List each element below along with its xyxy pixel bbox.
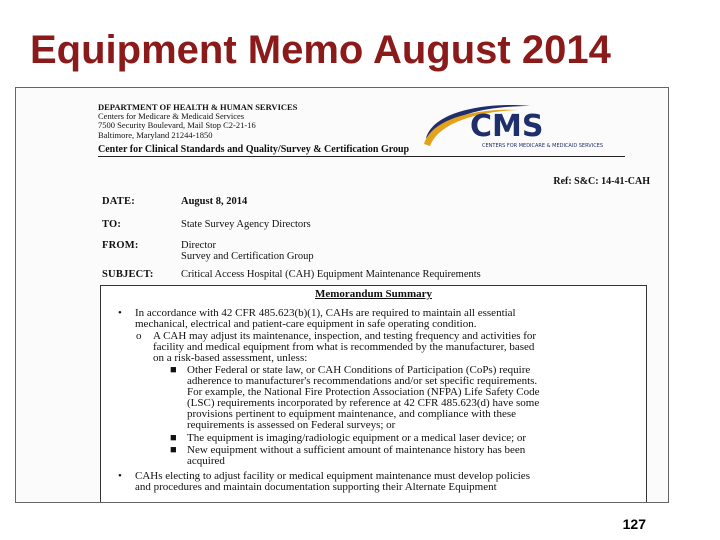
summary-text-line: For example, the National Fire Protection Association (NFPA) Life Safety Code <box>187 385 540 398</box>
summary-text-line: New equipment without a sufficient amount of maintenance history has been <box>187 444 526 456</box>
bullet-square: ■ <box>170 364 177 376</box>
from-title: Director <box>181 240 216 251</box>
summary-bullet-1 <box>118 307 516 330</box>
summary-text-line: provisions pertinent to equipment maintenance, and compliance with these <box>187 407 516 420</box>
from-label: FROM: <box>102 240 139 251</box>
subject-label: SUBJECT: <box>102 269 154 280</box>
summary-text-line: (LSC) requirements incorporated by reference at 42 CFR 485.623(d) have some <box>187 396 540 409</box>
department-line: Centers for Medicare & Medicaid Services <box>98 111 245 122</box>
summary-text-line: In accordance with 42 CFR 485.623(b)(1), CAHs are required to maintain all essential <box>135 307 516 319</box>
summary-text-line: acquired <box>187 454 225 467</box>
summary-text-line: adherence to manufacturer's recommendations and/or set specific requirements. <box>187 374 538 387</box>
summary-text-line: Other Federal or state law, or CAH Conditions of Participation (CoPs) require <box>187 364 531 376</box>
summary-condition-2 <box>170 432 527 444</box>
summary-text-line: facility and medical equipment from what is recommended by the manufacturer, based <box>153 340 535 353</box>
reference-number: Ref: S&C: 14-41-CAH <box>553 176 650 187</box>
bullet-square: ■ <box>170 432 177 444</box>
summary-text-line: requirements is assessed on Federal surveys; or <box>187 418 396 431</box>
to-label: TO: <box>102 219 122 230</box>
memorandum-summary-box <box>100 285 647 503</box>
bullet-square: ■ <box>170 444 177 456</box>
summary-bullet-2 <box>118 470 530 493</box>
summary-text-line: The equipment is imaging/radiologic equipment or a medical laser device; or <box>187 432 527 444</box>
summary-condition-1 <box>170 364 540 431</box>
department-address <box>98 103 297 140</box>
bullet-circle: o <box>136 330 142 342</box>
summary-text-line: A CAH may adjust its maintenance, inspection, and testing frequency and activities for <box>153 330 537 342</box>
memo-scan <box>15 87 669 503</box>
summary-title: Memorandum Summary <box>314 288 433 300</box>
summary-text-line: CAHs electing to adjust facility or medical equipment maintenance must develop policies <box>135 470 530 482</box>
center-line: Center for Clinical Standards and Quality/Survey & Certification Group <box>98 144 625 157</box>
logo-acronym: CMS <box>470 109 544 144</box>
slide-title: Equipment Memo August 2014 <box>30 28 611 72</box>
from-group: Survey and Certification Group <box>181 251 314 262</box>
summary-text-line: on a risk-based assessment, unless: <box>153 351 308 364</box>
summary-sub-bullet <box>136 330 537 364</box>
bullet-dot: • <box>118 307 122 319</box>
subject-value: Critical Access Hospital (CAH) Equipment Maintenance Requirements <box>181 269 481 280</box>
to-value: State Survey Agency Directors <box>181 219 311 230</box>
bullet-dot: • <box>118 470 122 482</box>
date-value: August 8, 2014 <box>181 196 248 207</box>
page-number: 127 <box>622 516 646 532</box>
department-line: 7500 Security Boulevard, Mail Stop C2-21-16 <box>98 120 256 131</box>
department-line: DEPARTMENT OF HEALTH & HUMAN SERVICES <box>98 102 298 112</box>
date-label: DATE: <box>102 196 135 207</box>
summary-text-line: mechanical, electrical and patient-care equipment in safe operating condition. <box>135 317 477 330</box>
summary-text-line: and procedures and maintain documentation supporting their Alternate Equipment <box>135 480 497 493</box>
summary-condition-3 <box>170 444 526 467</box>
department-line: Baltimore, Maryland 21244-1850 <box>98 129 213 140</box>
from-value <box>181 240 314 262</box>
logo-subtitle: CENTERS FOR MEDICARE & MEDICAID SERVICES <box>482 143 604 149</box>
